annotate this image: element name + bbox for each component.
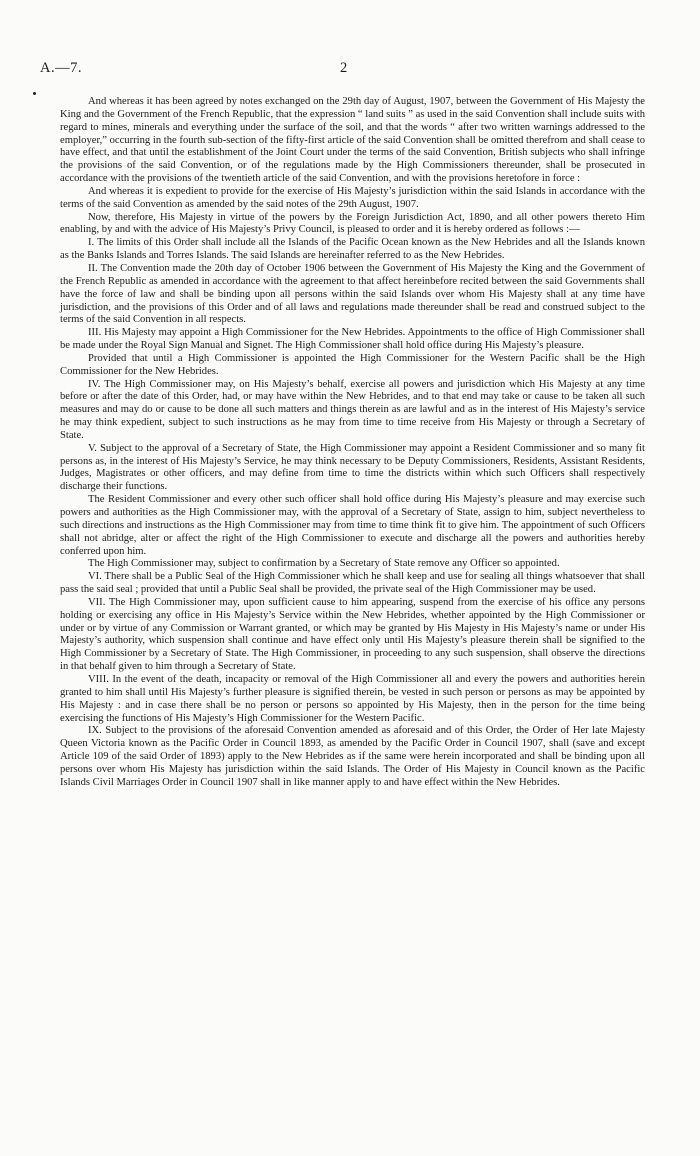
paragraph-article-4: IV. The High Commissioner may, on His Majesty’s behalf, exercise all powers and jurisdiction which His Majesty at any time before or after the date of this Order, had, or may have within the New Hebrides, and to that end may take or cause to be taken all such measures and may do or cause to be done all such matters and things therein as are lawful and as in the interest of His Majesty’s service he may think expedient, subject to such instructions as he may from time to time receive from His Majesty or through a Secretary of State. [60, 378, 645, 441]
document-reference: A.—7. [40, 60, 82, 76]
body-text [60, 96, 645, 790]
paragraph-article-9: IX. Subject to the provisions of the aforesaid Convention amended as aforesaid and of this Order, the Order of Her late Majesty Queen Victoria known as the Pacific Order in Council 1893, as amended by the Pacific Order in Council 1907, shall (save and except Article 109 of the said Order of 1893) apply to the New Hebrides as if the same were herein incorporated and shall be binding upon all persons over whom His Majesty has jurisdiction within the said Islands. The Order of His Majesty in Council known as the Pacific Islands Civil Marriages Order in Council 1907 shall in like manner apply to and have effect within the New Hebrides. [60, 725, 645, 788]
margin-mark [33, 92, 36, 95]
paragraph-article-5: V. Subject to the approval of a Secretary of State, the High Commissioner may appoint a Resident Commissioner and so many fit persons as, in the interest of His Majesty’s Service, he may think necessary to be Deputy Commissioners, Residents, Assistant Residents, Judges, Magistrates or other officers, and may define from time to time the districts within which such Officers shall respectively discharge their functions. [60, 442, 645, 493]
paragraph-article-1: I. The limits of this Order shall include all the Islands of the Pacific Ocean known as the New Hebrides and all the Islands known as the Banks Islands and Torres Islands. The said Islands are hereinafter referred to as the New Hebrides. [60, 237, 645, 262]
paragraph-recital-expedient: And whereas it is expedient to provide for the exercise of His Majesty’s jurisdiction within the said Islands in accordance with the terms of the said Convention as amended by the said notes of the 29th August, 1907. [60, 185, 645, 210]
paragraph-article-3-proviso: Provided that until a High Commissioner is appointed the High Commissioner for the Western Pacific shall be the High Commissioner for the New Hebrides. [60, 352, 645, 377]
paragraph-recital-notes: And whereas it has been agreed by notes exchanged on the 29th day of August, 1907, between the Government of His Majesty the King and the Government of the French Republic, that the expression “ land suits ” as used in the said Convention shall include suits with regard to mines, minerals and everything under the surface of the soil, and that the words “ after two written warnings addressed to the employer,” occurring in the fourth sub-section of the fifty-first article of the said Convention shall be omitted therefrom and shall cease to have effect, and that until the establishment of the Joint Court under the terms of the said Convention, British subjects who shall infringe the provisions of the said Convention, or of the regulations made by the High Commissioners thereunder, shall be prosecuted in accordance with the provisions of the twentieth article of the said Convention, and with the provisions heretofore in force : [60, 96, 645, 185]
page-header [40, 60, 660, 84]
paragraph-article-8: VIII. In the event of the death, incapacity or removal of the High Commissioner all and every the powers and authorities herein granted to him shall until His Majesty’s further pleasure is signified therein, be vested in such person or persons as may be appointed by His Majesty : and in case there shall be no person or persons so appointed by His Majesty, then in the person for the time being exercising the functions of His Majesty’s High Commissioner for the Western Pacific. [60, 673, 645, 724]
paragraph-article-5-officers: The Resident Commissioner and every other such officer shall hold office during His Majesty’s pleasure and may exercise such powers and authorities as the High Commissioner may, with the approval of a Secretary of State, assign to him, subject nevertheless to such directions and instructions as the High Commissioner may from time to time think fit to give him. The appointment of such Officers shall not abridge, alter or affect the right of the High Commissioner to execute and discharge all the powers and authorities hereby conferred upon him. [60, 494, 645, 557]
page-number: 2 [340, 60, 348, 76]
paragraph-article-5-removal: The High Commissioner may, subject to confirmation by a Secretary of State remove any Officer so appointed. [88, 558, 560, 570]
paragraph-enacting-clause: Now, therefore, His Majesty in virtue of the powers by the Foreign Jurisdiction Act, 1890, and all other powers thereto Him enabling, by and with the advice of His Majesty’s Privy Council, is pleased to order and it is hereby ordered as follows :— [60, 211, 645, 236]
paragraph-article-7: VII. The High Commissioner may, upon sufficient cause to him appearing, suspend from the exercise of his office any persons holding or exercising any office in His Majesty’s Service within the New Hebrides, whether appointed by the High Commissioner or under or by virtue of any Commission or Warrant granted, or which may be granted by His Majesty in His Majesty’s name or under His Majesty’s authority, which suspension shall continue and have effect only until His Majesty’s pleasure therein shall be signified to the High Commissioner by a Secretary of State. The High Commissioner, in proceeding to any such suspension, shall observe the directions in that behalf given to him through a Secretary of State. [60, 596, 645, 673]
paragraph-article-2: II. The Convention made the 20th day of October 1906 between the Government of His Majesty the King and the Government of the French Republic as amended in accordance with the agreement to that affect hereinbefore recited between the said Governments shall have the force of law and shall be binding upon all persons within the said Islands over whom His Majesty shall at any time have jurisdiction, and the provisions of this Order and of all laws and regulations made thereunder shall be read and construed subject to the terms of the said Convention in all respects. [60, 262, 645, 326]
paragraph-article-3: III. His Majesty may appoint a High Commissioner for the New Hebrides. Appointments to the office of High Commissioner shall be made under the Royal Sign Manual and Signet. The High Commissioner shall hold office during His Majesty’s pleasure. [60, 327, 645, 352]
paragraph-article-6: VI. There shall be a Public Seal of the High Commissioner which he shall keep and use for sealing all things whatsoever that shall pass the said seal ; provided that until a Public Seal shall be provided, the private seal of the High Commissioner may be used. [60, 571, 645, 596]
